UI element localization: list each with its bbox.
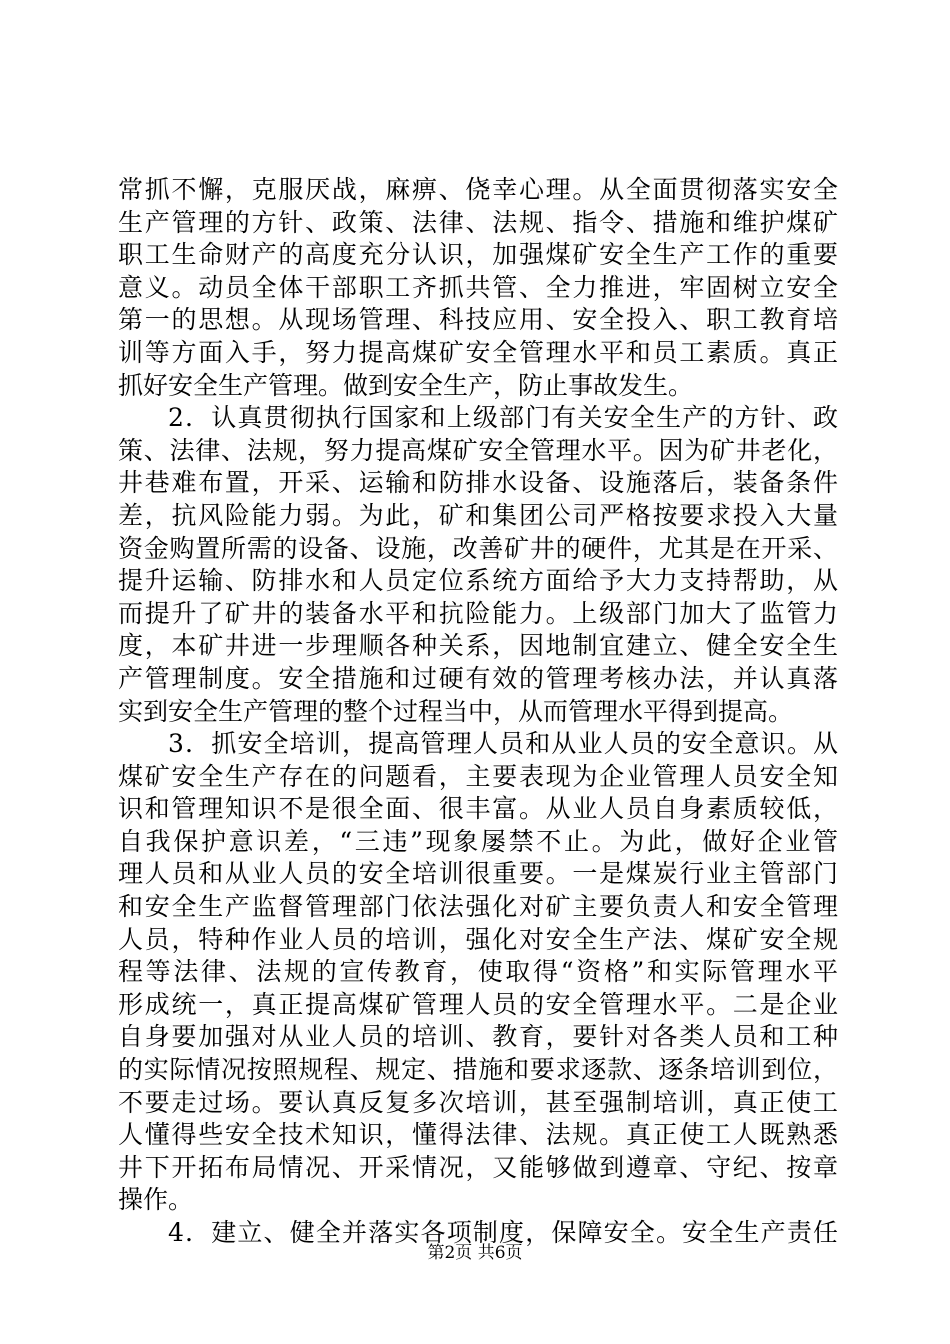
text-line: 操作。: [118, 1185, 194, 1215]
text-line: 自我保护意识差，“三违”现象屡禁不止。为此，做好企业管: [118, 826, 838, 856]
text-line: 度，本矿井进一步理顺各种关系，因地制宜建立、健全安全生: [118, 631, 838, 661]
text-line: 而提升了矿井的装备水平和抗险能力。上级部门加大了监管力: [118, 598, 838, 628]
text-line: 程等法律、法规的宣传教育，使取得“资格”和实际管理水平: [118, 957, 838, 987]
text-line: 4．建立、健全并落实各项制度，保障安全。安全生产责任: [168, 1218, 838, 1247]
text-line: 意义。动员全体干部职工齐抓共管、全力推进，牢固树立安全: [118, 272, 838, 302]
text-line: 理人员和从业人员的安全培训很重要。一是煤炭行业主管部门: [118, 859, 838, 889]
text-line: 资金购置所需的设备、设施，改善矿井的硬件，尤其是在开采、: [118, 533, 838, 563]
text-line: 的实际情况按照规程、规定、措施和要求逐款、逐条培训到位，: [118, 1055, 838, 1085]
text-line: 井下开拓布局情况、开采情况，又能够做到遵章、守纪、按章: [118, 1152, 838, 1182]
text-line: 差，抗风险能力弱。为此，矿和集团公司严格按要求投入大量: [118, 500, 838, 530]
text-line: 生产管理的方针、政策、法律、法规、指令、措施和维护煤矿: [118, 207, 838, 237]
text-line: 3．抓安全培训，提高管理人员和从业人员的安全意识。从: [168, 729, 838, 759]
text-line: 第一的思想。从现场管理、科技应用、安全投入、职工教育培: [118, 305, 838, 335]
text-line: 常抓不懈，克服厌战，麻痹、侥幸心理。从全面贯彻落实安全: [118, 175, 838, 204]
text-line: 产管理制度。安全措施和过硬有效的管理考核办法，并认真落: [118, 663, 838, 693]
text-line: 策、法律、法规，努力提高煤矿安全管理水平。因为矿井老化，: [118, 435, 838, 465]
text-line: 不要走过场。要认真反复多次培训，甚至强制培训，真正使工: [118, 1087, 838, 1117]
body-text: [118, 174, 838, 1250]
text-line: 煤矿安全生产存在的问题看，主要表现为企业管理人员安全知: [118, 761, 838, 791]
text-line: 训等方面入手，努力提高煤矿安全管理水平和员工素质。真正: [118, 337, 838, 367]
text-line: 识和管理知识不是很全面、很丰富。从业人员自身素质较低，: [118, 794, 838, 824]
text-line: 人懂得些安全技术知识，懂得法律、法规。真正使工人既熟悉: [118, 1120, 838, 1150]
text-line: 人员，特种作业人员的培训，强化对安全生产法、煤矿安全规: [118, 924, 838, 954]
text-line: 提升运输、防排水和人员定位系统方面给予大力支持帮助，从: [118, 566, 838, 596]
text-line: 自身要加强对从业人员的培训、教育，要针对各类人员和工种: [118, 1022, 838, 1052]
page-footer: 第2页 共6页: [427, 1243, 523, 1263]
text-line: 井巷难布置，开采、运输和防排水设备、设施落后，装备条件: [118, 468, 838, 498]
text-line: 2．认真贯彻执行国家和上级部门有关安全生产的方针、政: [168, 403, 838, 433]
text-line: 和安全生产监督管理部门依法强化对矿主要负责人和安全管理: [118, 892, 838, 922]
text-line: 职工生命财产的高度充分认识，加强煤矿安全生产工作的重要: [118, 240, 838, 270]
text-line: 形成统一，真正提高煤矿管理人员的安全管理水平。二是企业: [118, 989, 838, 1019]
text-line: 抓好安全生产管理。做到安全生产，防止事故发生。: [118, 370, 694, 400]
text-line: 实到安全生产管理的整个过程当中，从而管理水平得到提高。: [118, 696, 794, 726]
